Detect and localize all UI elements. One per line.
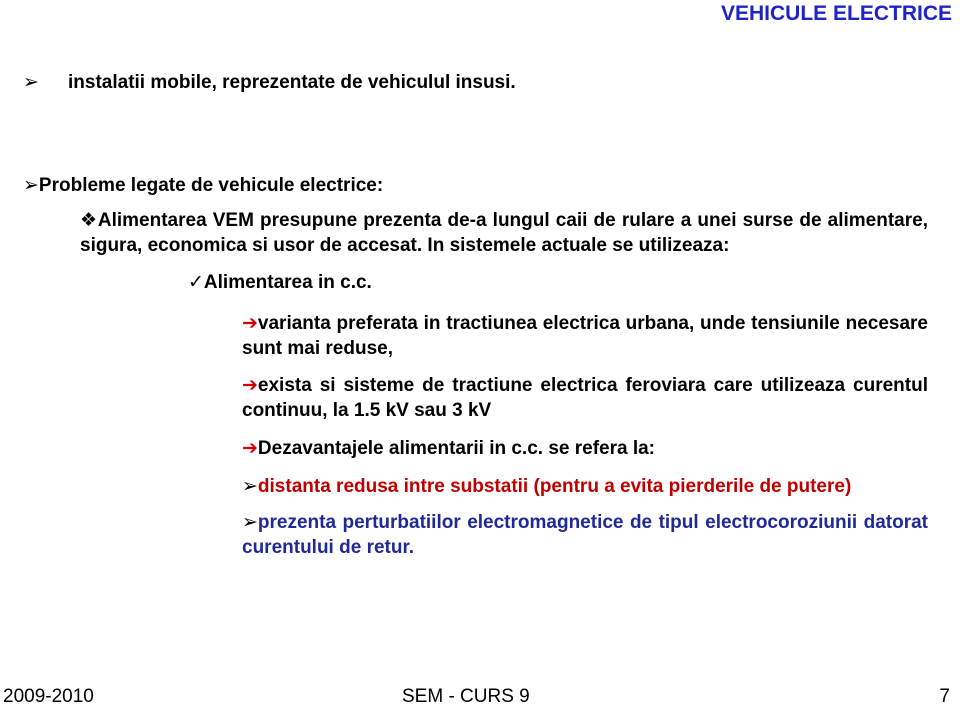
slide-title: VEHICULE ELECTRICE bbox=[720, 2, 952, 25]
substation-distance-item bbox=[242, 474, 851, 499]
railway-systems-text: exista si sisteme de tractiune electrica feroviara care utilizeaza curentul continuu, la 1.5 kV sau 3 kV bbox=[242, 375, 928, 421]
footer-course: SEM - CURS 9 bbox=[402, 686, 530, 707]
arrowhead-bullet-icon: ➢ bbox=[23, 174, 39, 196]
bullet-icon bbox=[23, 70, 39, 95]
arrowhead-bullet-icon: ➢ bbox=[23, 71, 39, 93]
railway-systems-item bbox=[242, 373, 928, 423]
electromagnetic-text: prezenta perturbatiilor electromagnetice de tipul electrocoroziunii datorat curentului de retur. bbox=[242, 512, 928, 558]
substation-distance-text: distanta redusa intre substatii (pentru a evita pierderile de putere) bbox=[257, 476, 852, 497]
arrowhead-bullet-icon: ➢ bbox=[242, 511, 258, 533]
dc-supply-heading-text: Alimentarea in c.c. bbox=[203, 272, 372, 293]
problems-heading bbox=[23, 173, 383, 198]
diamond-bullet-icon: ❖ bbox=[80, 209, 98, 231]
dc-supply-heading bbox=[188, 270, 372, 295]
disadvantages-text: Dezavantajele alimentarii in c.c. se refera la: bbox=[257, 438, 656, 459]
right-arrow-icon: ➔ bbox=[242, 312, 258, 334]
supply-paragraph bbox=[80, 208, 928, 258]
problems-heading-text: Probleme legate de vehicule electrice: bbox=[38, 175, 384, 196]
right-arrow-icon: ➔ bbox=[242, 437, 258, 459]
preferred-variant-item bbox=[242, 311, 928, 361]
footer-page-number: 7 bbox=[939, 686, 950, 707]
right-arrow-icon: ➔ bbox=[242, 374, 258, 396]
intro-line: instalatii mobile, reprezentate de vehiculul insusi. bbox=[68, 72, 516, 93]
preferred-variant-text: varianta preferata in tractiunea electrica urbana, unde tensiunile necesare sunt mai reduse, bbox=[242, 313, 928, 359]
disadvantages-item bbox=[242, 436, 655, 461]
check-icon: ✓ bbox=[188, 271, 204, 293]
electromagnetic-item bbox=[242, 510, 928, 560]
footer-year: 2009-2010 bbox=[3, 686, 94, 707]
arrowhead-bullet-icon: ➢ bbox=[242, 475, 258, 497]
supply-paragraph-text: Alimentarea VEM presupune prezenta de-a lungul caii de rulare a unei surse de alimentare, sigura, economica si usor de accesat. In sistemele actuale se utilizeaza: bbox=[80, 210, 928, 256]
